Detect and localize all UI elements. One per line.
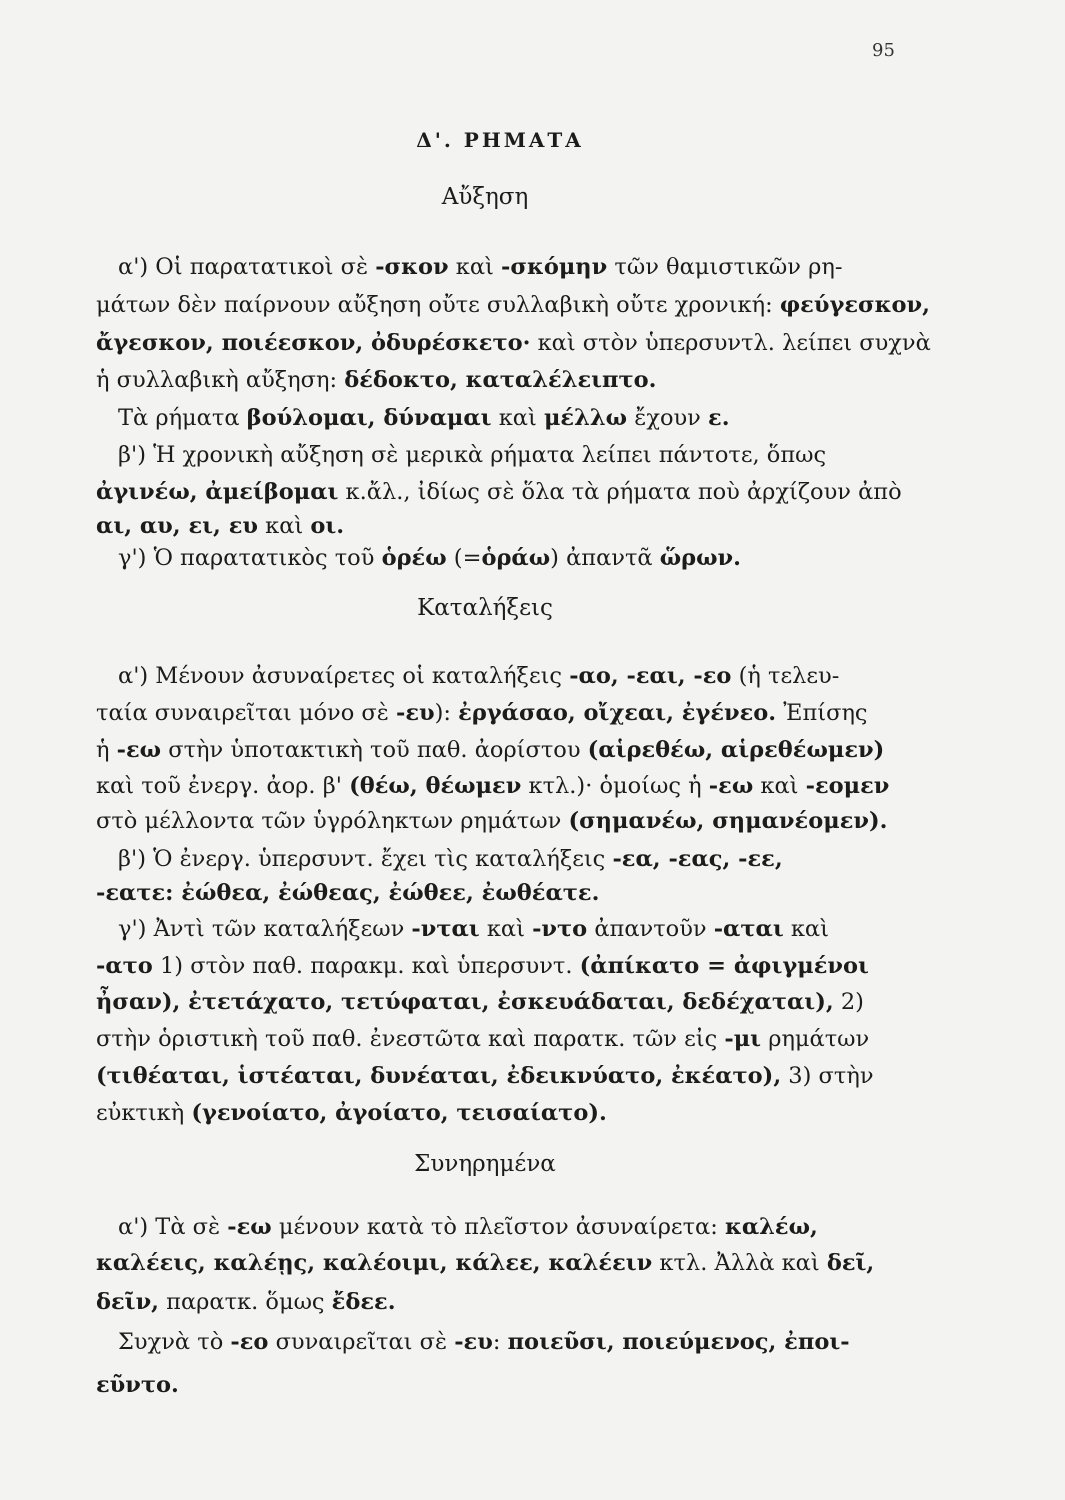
text-line [96,698,954,728]
text-run: 1) στὸν παθ. παρακμ. καὶ ὑπερσυντ. [152,953,580,979]
bold-term: βούλομαι, δύναμαι [246,405,492,431]
text-line [96,511,954,541]
bold-term: δεῖν, [96,1289,160,1315]
bold-term: ε. [708,405,730,431]
text-line [96,365,954,395]
text-run: στὴν ὁριστικὴ τοῦ παθ. ἐνεστῶτα καὶ παρατκ. τῶν εἰς [96,1026,725,1052]
bold-term: εῦντο. [96,1372,179,1398]
text-run: εὐκτικὴ [96,1100,192,1126]
bold-term: (ἀπίκατο = ἀφιγμένοι [579,953,869,979]
bold-term: ὥρων. [659,545,741,571]
bold-term: -εω [708,773,754,799]
text-run: α') Τὰ σὲ [118,1214,228,1240]
bold-term: οι. [310,513,345,539]
bold-term: -εα, -εας, -εε, [612,846,783,872]
text-line [118,844,976,874]
bold-term: -εω [227,1214,272,1240]
text-run: α') Μένουν ἀσυναίρετες οἱ καταλήξεις [118,663,570,689]
bold-term: -ατο [96,953,153,979]
text-line [118,914,976,944]
text-run: μένουν κατὰ τὸ πλεῖστον ἀσυναίρετα: [271,1214,725,1240]
bold-term: -εω [116,737,162,763]
text-run: καὶ [753,773,806,799]
section-title: Αὔξηση [441,184,529,210]
text-run: ἡ συλλαβικὴ αὔξηση: [96,367,345,393]
bold-term: -μι [724,1026,762,1052]
bold-term: αι, αυ, ει, ευ [96,513,258,539]
text-run: Ἐπίσης [776,700,868,726]
text-line [118,252,976,282]
bold-term: καλέω, [724,1214,818,1240]
text-line [96,1061,954,1091]
text-run: α') Οἱ παρατατικοὶ σὲ [118,254,376,280]
bold-term: καλέεις, καλέῃς, καλέοιμι, κάλεε, καλέειν [96,1250,653,1276]
text-run: γ') Ὁ παρατατικὸς τοῦ [118,545,382,571]
text-run: στὸ μέλλοντα τῶν ὑγρόληκτων ρημάτων [96,808,569,834]
text-line [96,290,954,320]
text-run: καὶ [479,916,533,942]
bold-term: δεῖ, [826,1250,875,1276]
text-run: ρημάτων [761,1026,870,1052]
text-run: Συχνὰ τὸ [118,1329,231,1355]
text-run: ἔχουν [627,405,709,431]
text-run: παρατκ. ὅμως [159,1289,332,1315]
text-run: καὶ [448,254,502,280]
bold-term: ἐργάσαο, οἴχεαι, ἐγένεο. [458,700,777,726]
text-run: κ.ἄλ., ἰδίως σὲ ὅλα τὰ ρήματα ποὺ ἀρχίζουν ἀπὸ [338,479,902,505]
bold-term: -αο, -εαι, -εο [569,663,732,689]
text-run: καὶ [783,916,829,942]
bold-term: -ντο [532,916,588,942]
bold-term: -σκον [375,254,449,280]
text-line [96,1370,954,1400]
text-run: τῶν θαμιστικῶν ρη- [607,254,843,280]
text-run: συναιρεῖται σὲ [268,1329,455,1355]
section-title: Συνηρημένα [414,1151,556,1177]
text-line [96,771,954,801]
text-run: καὶ [491,405,544,431]
text-line [96,1248,954,1278]
bold-term: -σκόμην [501,254,608,280]
text-run: ἀπαντοῦν [587,916,714,942]
text-line [118,1327,976,1357]
text-run: ἡ [96,737,117,763]
text-line [96,1098,954,1128]
text-run: (= [446,545,482,571]
text-run: β') Ἡ χρονικὴ αὔξηση σὲ μερικὰ ρήματα λείπει πάντοτε, ὅπως [118,442,827,468]
bold-term: (αἱρεθέω, αἱρεθέωμεν) [587,737,885,763]
text-run: (ἡ τελευ- [731,663,840,689]
bold-term: ἀγινέω, ἀμείβομαι [96,479,339,505]
text-run: ταία συναιρεῖται μόνο σὲ [96,700,396,726]
bold-term: -εατε: ἐώθεα, ἐώθεας, ἐώθεε, ἐωθέατε. [96,880,600,906]
text-line [96,328,954,358]
bold-term: (σημανέω, σημανέομεν). [568,808,888,834]
text-line [96,1287,954,1317]
bold-term: ποιεῦσι, ποιεύμενος, ἐποι- [507,1329,850,1355]
chapter-title: Δ'. ΡΗΜΑΤΑ [416,128,584,152]
text-line [96,951,954,981]
bold-term: δέδοκτο, καταλέλειπτο. [344,367,657,393]
text-line [96,878,954,908]
text-line [96,987,954,1017]
bold-term: μέλλω [543,405,628,431]
text-run: ) ἀπαντᾶ [550,545,660,571]
bold-term: -ευ [396,700,435,726]
bold-term: -αται [713,916,784,942]
bold-term: (θέω, θέωμεν [349,773,522,799]
text-run: ): [434,700,459,726]
text-line [118,543,976,573]
text-run: 3) στὴν [781,1063,874,1089]
text-run: Τὰ ρήματα [118,405,247,431]
bold-term: -εομεν [805,773,890,799]
text-line [96,477,954,507]
text-line [118,661,976,691]
text-line [96,735,954,765]
text-run: μάτων δὲν παίρνουν αὔξηση οὔτε συλλαβικὴ οὔτε χρονική: [96,292,780,318]
bold-term: (τιθέαται, ἱστέαται, δυνέαται, ἐδεικνύατο, ἐκέατο), [96,1063,782,1089]
text-run: 2) [833,989,864,1015]
text-run: β') Ὁ ἐνεργ. ὑπερσυντ. ἔχει τὶς καταλήξεις [118,846,613,872]
bold-term: -ευ [454,1329,493,1355]
bold-term: ἔδεε. [331,1289,396,1315]
text-run: κτλ.)· ὁμοίως ἡ [521,773,709,799]
bold-term: (γενοίατο, ἀγοίατο, τεισαίατο). [191,1100,607,1126]
bold-term: ἦσαν), ἐτετάχατο, τετύφαται, ἐσκευάδαται, δεδέχαται), [96,989,834,1015]
bold-term: -νται [411,916,480,942]
text-run: καὶ τοῦ ἐνεργ. ἀορ. β' [96,773,350,799]
bold-term: ἄγεσκον, ποιέεσκον, ὀδυρέσκετο· [96,330,531,356]
text-run: : [492,1329,508,1355]
text-line [96,1024,954,1054]
text-line [118,1212,976,1242]
bold-term: ὁράω [481,545,551,571]
text-line [96,806,954,836]
text-run: στὴν ὑποτακτικὴ τοῦ παθ. ἀορίστου [161,737,588,763]
bold-term: ὁρέω [381,545,447,571]
section-title: Καταλήξεις [417,595,553,621]
bold-term: φεύγεσκον, [779,292,930,318]
text-line [118,403,976,433]
bold-term: -εο [230,1329,269,1355]
text-run: καὶ [257,513,311,539]
text-run: γ') Ἀντὶ τῶν καταλήξεων [118,916,412,942]
text-run: καὶ στὸν ὑπερσυντλ. λείπει συχνὰ [530,330,931,356]
text-line [118,440,976,470]
page-number: 95 [872,40,895,61]
text-run: κτλ. Ἀλλὰ καὶ [652,1250,827,1276]
